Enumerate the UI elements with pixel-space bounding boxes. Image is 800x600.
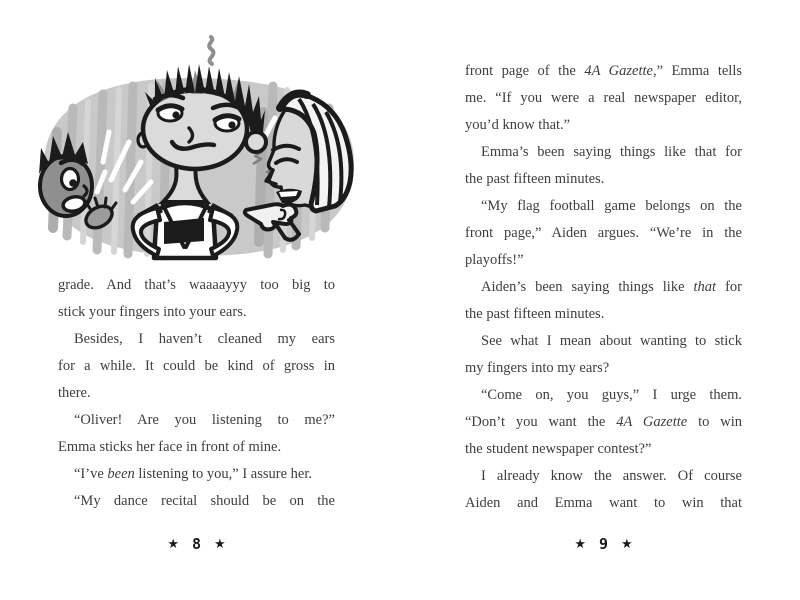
illustration-svg (33, 12, 363, 262)
text-line: “My dance recital should be on the (74, 493, 335, 509)
right-page-footer (465, 531, 742, 557)
left-page-text (58, 272, 335, 515)
text-line: I already know the answer. Of course (481, 468, 742, 484)
text-line: Emma’s been saying things like that for (481, 144, 742, 160)
left-page-number: 8 (191, 534, 202, 553)
text-line: the student newspaper contest?” (465, 441, 652, 457)
left-page-footer (58, 531, 335, 557)
star-icon: ★ (574, 536, 586, 552)
star-icon: ★ (167, 536, 179, 552)
text-line: Aiden’s been saying things like that for (481, 279, 742, 295)
text-line: front page,” Aiden argues. “We’re in the (465, 225, 742, 241)
text-line: grade. And that’s waaaayyy too big to (58, 277, 335, 293)
text-line: See what I mean about wanting to stick (481, 333, 742, 349)
right-page-number: 9 (598, 534, 609, 553)
illustration (33, 12, 363, 262)
text-line: “Oliver! Are you listening to me?” (74, 412, 335, 428)
text-line: “Don’t you want the 4A Gazette to win (465, 414, 743, 430)
star-icon: ★ (621, 536, 633, 552)
text-line: Emma sticks her face in front of mine. (58, 439, 282, 455)
text-line: playoffs!” (465, 252, 524, 268)
right-page-text (465, 58, 742, 517)
text-line: “Come on, you guys,” I urge them. (481, 387, 742, 403)
text-line: Besides, I haven’t cleaned my ears (74, 331, 335, 347)
text-line: the past fifteen minutes. (465, 171, 605, 187)
text-line: for a while. It could be kind of gross in (58, 358, 335, 374)
text-line: there. (58, 385, 91, 401)
text-line: my fingers into my ears? (465, 360, 610, 376)
text-line: front page of the 4A Gazette,” Emma tells (465, 63, 743, 79)
steam-squiggle (209, 37, 213, 64)
text-line: me. “If you were a real newspaper editor, (465, 90, 742, 106)
text-line: stick your fingers into your ears. (58, 304, 247, 320)
text-line: Aiden and Emma want to win that (465, 495, 742, 511)
text-line: you’d know that.” (465, 117, 571, 133)
star-icon: ★ (214, 536, 226, 552)
text-line: “I’ve been listening to you,” I assure her. (74, 466, 312, 482)
text-line: the past fifteen minutes. (465, 306, 605, 322)
text-line: “My flag football game belongs on the (481, 198, 742, 214)
